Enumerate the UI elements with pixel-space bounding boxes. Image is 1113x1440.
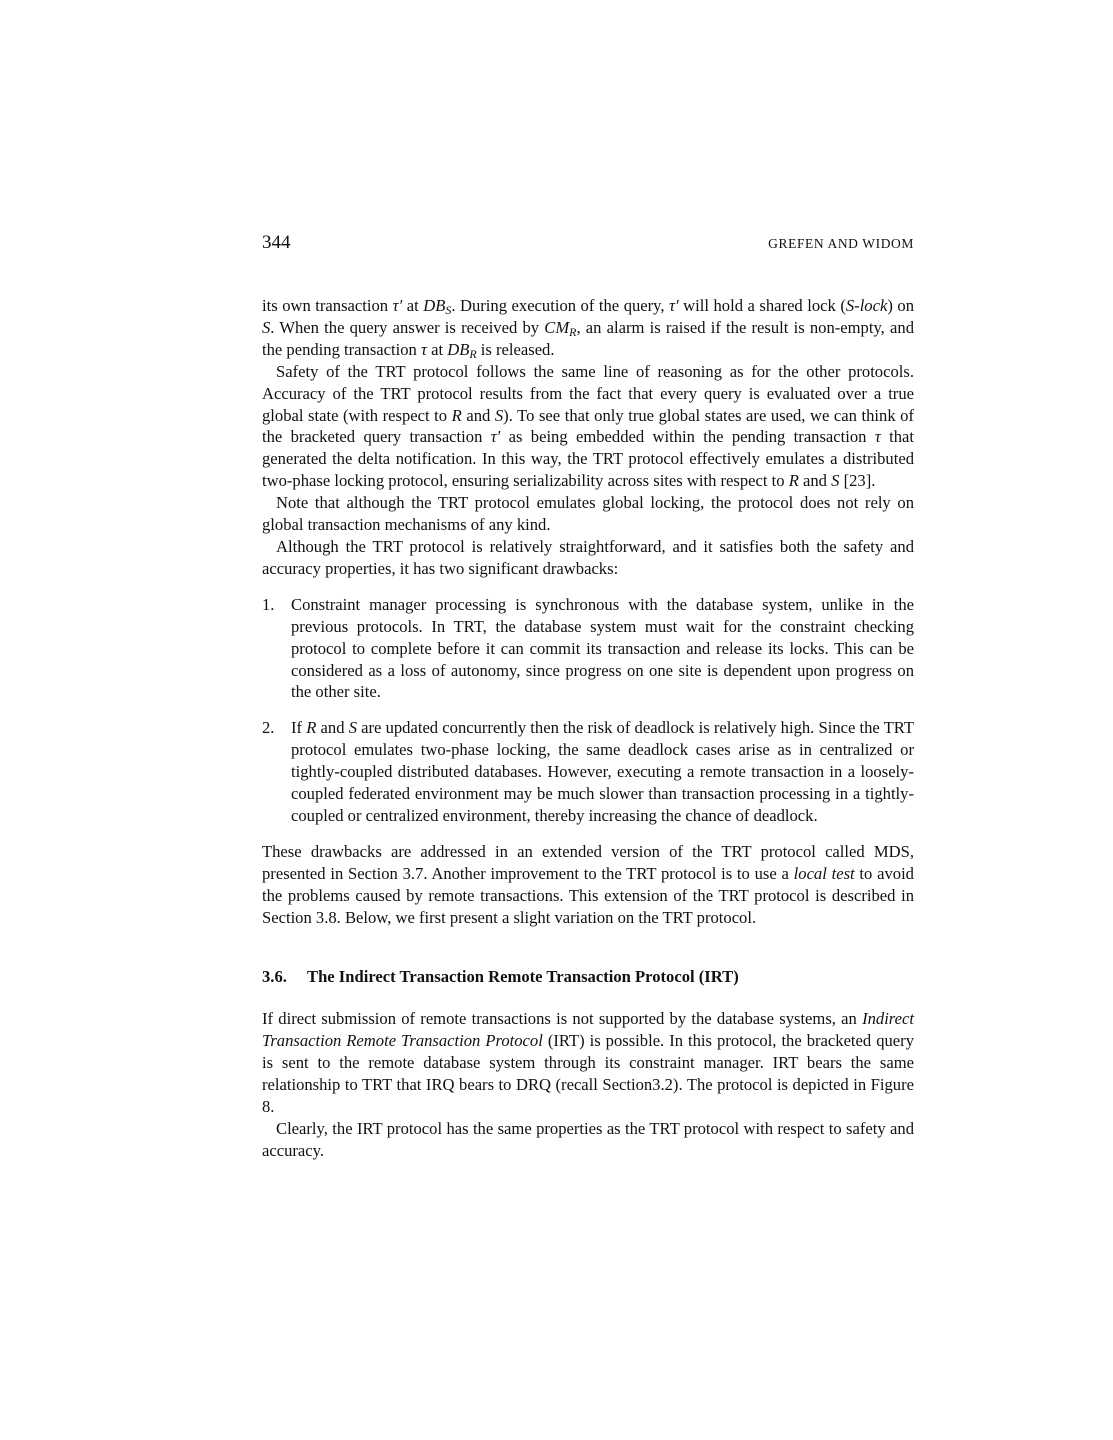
paragraph-safety: Safety of the TRT protocol follows the same line of reasoning as for the other protocols. Accuracy of the TRT protocol results from the fact that every query is evaluated over a true global state (with respect to R and S). To see that only true global states are used, we can think of the bracketed query transaction τ′ as being embedded within the pending transaction τ that generated the delta notification. In this way, the TRT protocol effectively emulates a distributed two-phase locking protocol, ensuring serializability across sites with respect to R and S [23]. — [262, 361, 915, 491]
paragraph-irt-intro: If direct submission of remote transactions is not supported by the database systems, an Indirect Transaction Remote Transaction Protocol (IRT) is possible. In this protocol, the bracketed query is sent to the remote database system through its constraint manager. IRT bears the same relationship to TRT that IRQ bears to DRQ (recall Section3.2). The protocol is depicted in Figure 8. — [262, 1009, 914, 1116]
list-item-number: 2. — [262, 718, 275, 738]
list-item — [262, 717, 914, 827]
paragraph-extensions: These drawbacks are addressed in an extended version of the TRT protocol called MDS, presented in Section 3.7. Another improvement to the TRT protocol is to use a local test to avoid the problems caused by remote transactions. This extension of the TRT protocol is described in Section 3.8. Below, we first present a slight variation on the TRT protocol. — [262, 841, 914, 927]
section-number: 3.6. — [262, 967, 287, 987]
list-item-number: 1. — [262, 594, 275, 614]
paragraph-drawbacks-intro: Although the TRT protocol is relatively straightforward, and it satisfies both the safety and accuracy properties, it has two significant drawbacks: — [262, 536, 914, 578]
page-header — [262, 232, 914, 258]
paragraph-note: Note that although the TRT protocol emulates global locking, the protocol does not rely on global transaction mechanisms of any kind. — [262, 493, 914, 535]
list-item — [262, 594, 914, 704]
section-title: The Indirect Transaction Remote Transaction Protocol (IRT) — [307, 967, 739, 987]
section-heading — [262, 966, 914, 988]
running-head: GREFEN AND WIDOM — [768, 236, 914, 251]
paragraph-continuation: its own transaction τ′ at $DB_S$. During execution of the query, τ′ will hold a shared lock (S-lock) on S. When the query answer is received by $CM_R$, an alarm is raised if the result is non-empty, and the pending transaction τ at $DB_R$ is released. — [262, 296, 914, 361]
paragraph-irt-properties: Clearly, the IRT protocol has the same properties as the TRT protocol with respect to safety and accuracy. — [262, 1118, 914, 1160]
list-item-text: If R and S are updated concurrently then the risk of deadlock is relatively high. Since the TRT protocol emulates two-phase locking, the same deadlock cases arise as in centralized or tightly-coupled distributed databases. However, executing a remote transaction in a loosely-coupled federated environment may be much slower than transaction processing in a tightly-coupled or centralized environment, thereby increasing the chance of deadlock. — [291, 718, 915, 825]
drawbacks-list — [262, 594, 914, 827]
body-text — [262, 295, 914, 1162]
page-number: 344 — [262, 232, 291, 253]
list-item-text: Constraint manager processing is synchronous with the database system, unlike in the previous protocols. In TRT, the database system must wait for the constraint checking protocol to complete before it can commit its transaction and release its locks. This can be considered as a loss of autonomy, since progress on one site is dependent upon progress on the other site. — [291, 594, 914, 702]
